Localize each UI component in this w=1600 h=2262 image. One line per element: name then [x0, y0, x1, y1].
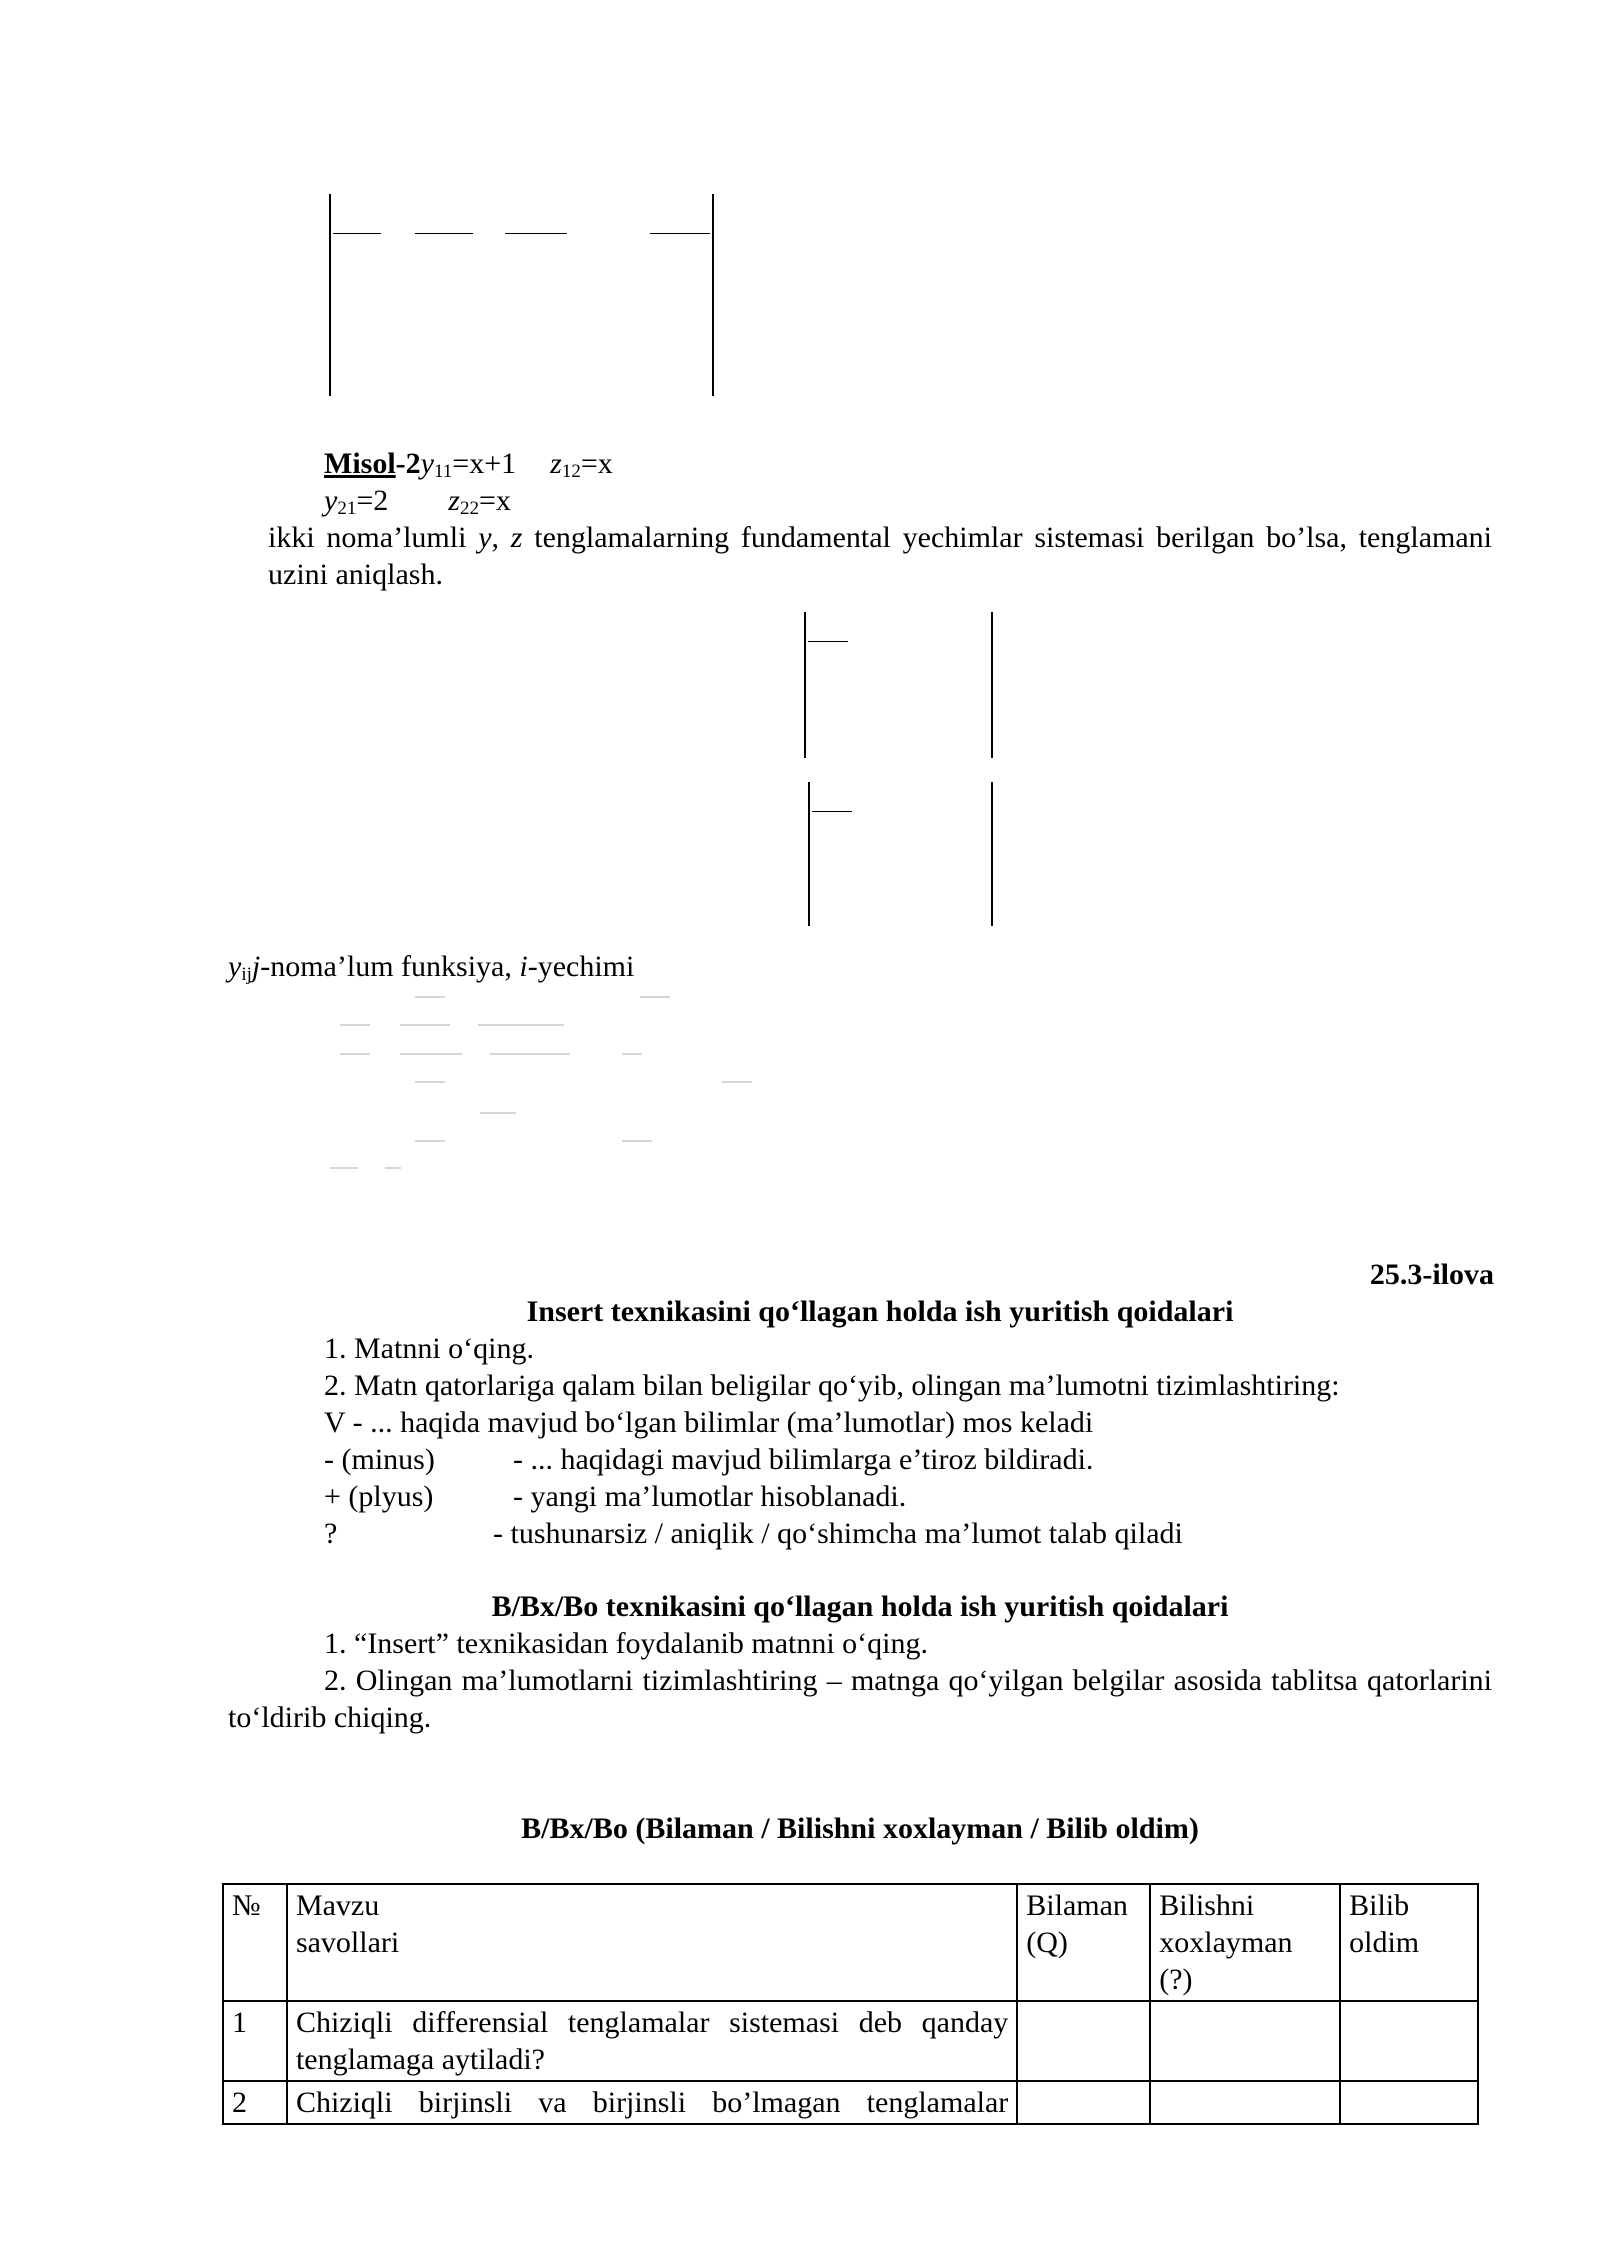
faint-formula-mark — [478, 1024, 564, 1026]
faint-formula-mark — [415, 1140, 445, 1142]
insert-legend-plus-desc: - yangi ma’lumotlar hisoblanadi. — [513, 1480, 907, 1513]
determinant-right-bar — [991, 782, 993, 926]
faint-formula-mark — [330, 1167, 358, 1169]
table-title: B/Bx/Bo (Bilaman / Bilishni xoxlayman / Bilib oldim) — [521, 1812, 1199, 1845]
faint-formula-mark — [622, 1053, 642, 1055]
fraction-bar — [650, 233, 710, 234]
row-cell-bilishni — [1150, 2001, 1340, 2081]
row-cell-bilishni — [1150, 2081, 1340, 2124]
y21-expr: =2 — [356, 484, 389, 517]
fraction-bar — [415, 233, 473, 234]
table-header-row — [223, 1884, 1478, 2001]
z12-expr: =x — [580, 447, 613, 480]
insert-title: Insert texnikasini qo‘llagan holda ish yuritish qoidalari — [526, 1295, 1234, 1328]
determinant-right-bar — [712, 194, 714, 396]
header-topic: Mavzu savollari — [287, 1884, 1017, 2001]
header-bilishni-xoxlayman: Bilishni xoxlayman (?) — [1150, 1884, 1340, 2001]
row-question: Chiziqli birjinsli va birjinsli bo’lmagan tenglamalar — [287, 2081, 1017, 2124]
row-question: Chiziqli differensial tenglamalar sistemasi deb qanday tenglamaga aytiladi? — [287, 2001, 1017, 2081]
example-line-1: Misol-$2y_{11}=x+1$ $z_{12}=x$ — [324, 447, 613, 482]
bbb-step-1: 1. “Insert” texnikasidan foydalanib matnni o‘qing. — [324, 1627, 928, 1660]
faint-formula-mark — [415, 1081, 445, 1083]
row-number: 1 — [223, 2001, 287, 2081]
z22-expr: =x — [478, 484, 511, 517]
fraction-bar — [808, 641, 848, 642]
insert-legend-minus-desc: - ... haqidagi mavjud bilimlarga e’tiroz bildiradi. — [513, 1443, 1094, 1476]
determinant-left-bar — [804, 612, 806, 758]
fraction-bar — [812, 811, 852, 812]
table-row — [223, 2081, 1478, 2124]
header-number: № — [223, 1884, 287, 2001]
faint-formula-mark — [340, 1053, 370, 1055]
determinant-left-bar — [808, 782, 810, 926]
intro-paragraph: ikki noma’lumli y, z tenglamalarning fundamental yechimlar sistemasi berilgan bo’lsa, tenglamani uzini aniqlash. — [268, 521, 1493, 591]
header-bilib-oldim: Bilib oldim — [1340, 1884, 1478, 2001]
faint-formula-mark — [640, 996, 670, 998]
insert-legend-question-mark: ? — [324, 1517, 338, 1550]
example-label: Misol — [324, 447, 396, 480]
insert-legend-question-desc: - tushunarsiz / aniqlik / qo‘shimcha ma’lumot talab qiladi — [493, 1517, 1183, 1550]
bbb-table — [222, 1883, 1479, 2125]
row-cell-bilib — [1340, 2001, 1478, 2081]
faint-formula-mark — [400, 1053, 462, 1055]
insert-step-2: 2. Matn qatorlariga qalam bilan beligilar qo‘yib, olingan ma’lumotni tizimlashtiring: — [324, 1369, 1340, 1402]
faint-formula-mark — [340, 1024, 370, 1026]
appendix-label: 25.3-ilova — [1369, 1258, 1494, 1291]
bbb-step-2: 2. Olingan ma’lumotlarni tizimlashtiring – matnga qo‘yilgan belgilar asosida tablitsa qatorlarini to‘ldirib chiqing. — [228, 1664, 1492, 1734]
faint-formula-mark — [385, 1167, 401, 1169]
header-bilaman: Bilaman (Q) — [1017, 1884, 1150, 2001]
row-number: 2 — [223, 2081, 287, 2124]
table-row — [223, 2001, 1478, 2081]
faint-formula-mark — [490, 1053, 570, 1055]
faint-formula-mark — [480, 1112, 516, 1114]
faint-formula-mark — [415, 996, 445, 998]
insert-step-1: 1. Matnni o‘qing. — [324, 1332, 534, 1365]
row-cell-bilaman — [1017, 2081, 1150, 2124]
faint-formula-mark — [400, 1024, 450, 1026]
determinant-left-bar — [329, 194, 331, 396]
determinant-right-bar — [991, 612, 993, 758]
example-line-2: $y_{21}=2$ $z_{22}=x$ — [324, 484, 511, 519]
row-cell-bilaman — [1017, 2001, 1150, 2081]
y11-expr: =x+1 — [452, 447, 517, 480]
bbb-title: B/Bx/Bo texnikasini qo‘llagan holda ish yuritish qoidalari — [491, 1590, 1229, 1623]
insert-legend-v: V - ... haqida mavjud bo‘lgan bilimlar (ma’lumotlar) mos keladi — [324, 1406, 1094, 1439]
yij-definition: $y_{ij}j-noma’lum$ funksiya, i-yechimi — [228, 950, 635, 985]
insert-legend-plus-mark: + (plyus) — [324, 1480, 434, 1513]
fraction-bar — [333, 233, 381, 234]
row-cell-bilib — [1340, 2081, 1478, 2124]
faint-formula-mark — [722, 1081, 752, 1083]
insert-legend-minus-mark: - (minus) — [324, 1443, 435, 1476]
example-number: -2 — [395, 447, 421, 480]
faint-formula-mark — [622, 1140, 652, 1142]
fraction-bar — [505, 233, 567, 234]
